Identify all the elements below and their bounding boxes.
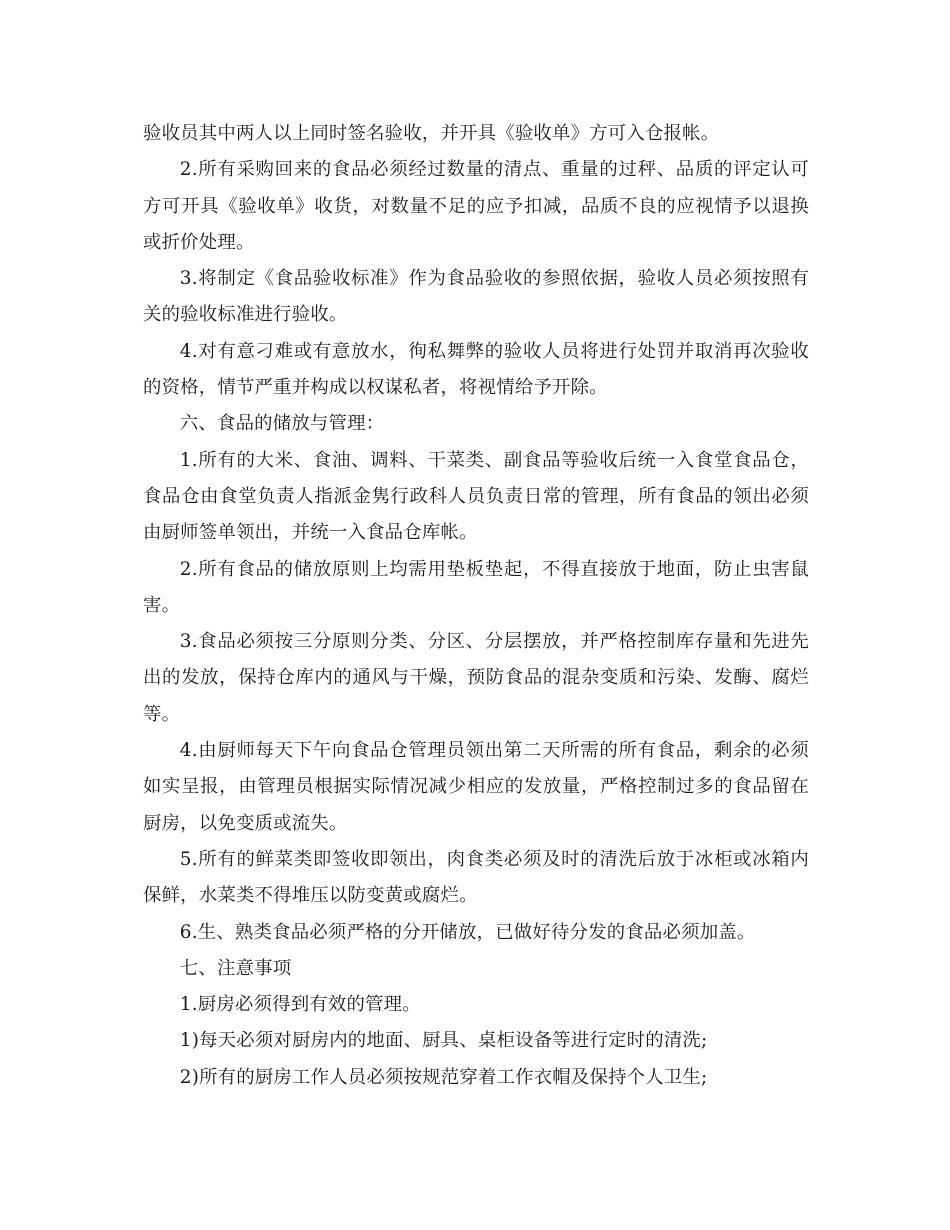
paragraph-notes-item-1: 1.厨房必须得到有效的管理。 [179, 994, 421, 1016]
paragraph-acceptance-item-3: 3.将制定《食品验收标准》作为食品验收的参照依据，验收人员必须按照有关的验收标准进行验收。 [143, 268, 809, 326]
paragraph-notes-subitem-2: 2)所有的厨房工作人员必须按规范穿着工作衣帽及保持个人卫生; [179, 1066, 708, 1088]
paragraph-acceptance-item-4: 4.对有意刁难或有意放水，徇私舞弊的验收人员将进行处罚并取消再次验收的资格，情节严重并构成以权谋私者，将视情给予开除。 [143, 340, 809, 399]
paragraph-storage-item-5: 5.所有的鲜菜类即签收即领出，肉食类必须及时的清洗后放于冰柜或冰箱内保鲜，水菜类不得堆压以防变黄或腐烂。 [143, 848, 809, 907]
section-heading-storage: 六、食品的储放与管理： [179, 413, 385, 435]
paragraph-storage-item-6: 6.生、熟类食品必须严格的分开储放，已做好待分发的食品必须加盖。 [179, 921, 756, 943]
document-body [143, 116, 809, 1096]
paragraph-acceptance-signature: 验收员其中两人以上同时签名验收，并开具《验收单》方可入仓报帐。 [143, 123, 720, 144]
section-heading-notes: 七、注意事项 [179, 957, 292, 979]
paragraph-storage-item-1: 1.所有的大米、食油、调料、干菜类、副食品等验收后统一入食堂食品仓，食品仓由食堂负责人指派金隽行政科人员负责日常的管理，所有食品的领出必须由厨师签单领出，并统一入食品仓库帐。 [143, 449, 809, 544]
paragraph-storage-item-3: 3.食品必须按三分原则分类、分区、分层摆放，并严格控制库存量和先进先出的发放，保持仓库内的通风与干燥，预防食品的混杂变质和污染、发酶、腐烂等。 [143, 631, 809, 725]
paragraph-storage-item-4: 4.由厨师每天下午向食品仓管理员领出第二天所需的所有食品，剩余的必须如实呈报，由管理员根据实际情况减少相应的发放量，严格控制过多的食品留在厨房，以免变质或流失。 [143, 740, 809, 834]
paragraph-storage-item-2: 2.所有食品的储放原则上均需用垫板垫起，不得直接放于地面，防止虫害鼠害。 [143, 558, 809, 616]
paragraph-acceptance-item-2: 2.所有采购回来的食品必须经过数量的清点、重量的过秤、品质的评定认可方可开具《验收单》收货，对数量不足的应予扣减，品质不良的应视情予以退换或折价处理。 [143, 159, 809, 253]
paragraph-notes-subitem-1: 1)每天必须对厨房内的地面、厨具、桌柜设备等进行定时的清洗; [179, 1030, 708, 1052]
